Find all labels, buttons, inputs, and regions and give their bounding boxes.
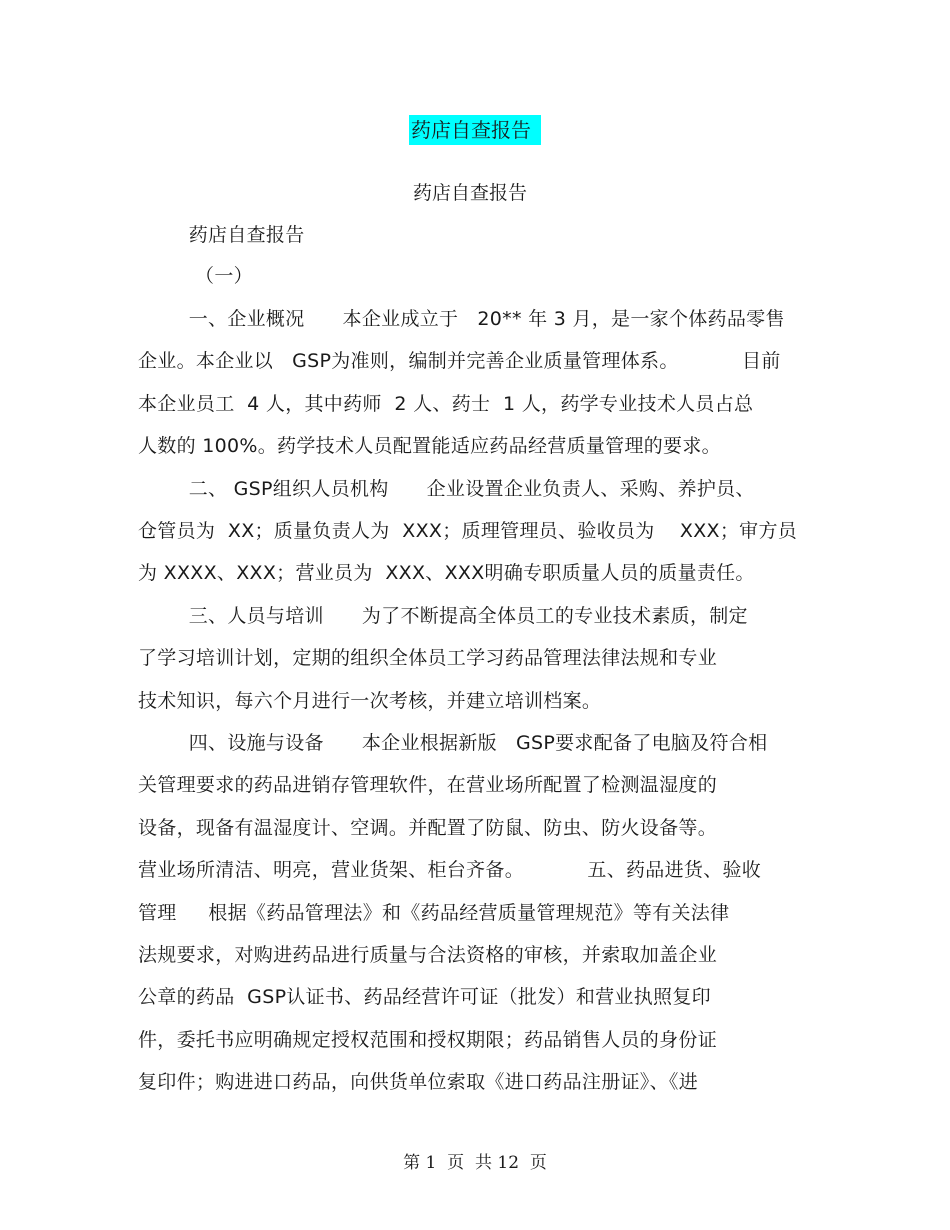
body-line: 三、人员与培训 为了不断提高全体员工的专业技术素质，制定 [138, 605, 748, 627]
body-line: 二、 GSP组织人员机构 企业设置企业负责人、采购、养护员、 [138, 478, 755, 500]
body-line: 关管理要求的药品进销存管理软件，在营业场所配置了检测温湿度的 [138, 774, 718, 796]
body-line: 技术知识，每六个月进行一次考核，并建立培训档案。 [138, 690, 602, 712]
document-title [0, 113, 950, 147]
body-line: 法规要求，对购进药品进行质量与合法资格的审核，并索取加盖企业 [138, 944, 718, 966]
body-line: 管理 根据《药品管理法》和《药品经营质量管理规范》等有关法律 [138, 902, 730, 924]
body-line: 一、企业概况 本企业成立于 20** 年 3 月，是一家个体药品零售 [138, 308, 785, 330]
body-line: 件，委托书应明确规定授权范围和授权期限；药品销售人员的身份证 [138, 1029, 718, 1051]
body-line: 药店自查报告 [138, 224, 305, 246]
page-number: 第 1 页 共 12 页 [403, 1153, 547, 1173]
body-line: 设备，现备有温湿度计、空调。并配置了防鼠、防虫、防火设备等。 [138, 817, 718, 839]
body-line: 复印件；购进进口药品，向供货单位索取《进口药品注册证》、《进 [138, 1071, 699, 1093]
body-line: 仓管员为 XX；质量负责人为 XXX；质理管理员、验收员为 XXX；审方员 [138, 520, 798, 542]
body-line: 四、设施与设备 本企业根据新版 GSP要求配备了电脑及符合相 [138, 732, 768, 754]
document-subtitle: 药店自查报告 [412, 182, 527, 204]
document-title-highlight: 药店自查报告 [409, 115, 541, 145]
body-line: 公章的药品 GSP认证书、药品经营许可证（批发）和营业执照复印 [138, 986, 711, 1008]
body-line: 企业。本企业以 GSP为准则，编制并完善企业质量管理体系。 目前 [138, 350, 781, 372]
body-line: （一） [138, 265, 253, 287]
body-line: 营业场所清洁、明亮，营业货架、柜台齐备。 五、药品进货、验收 [138, 859, 762, 881]
body-line: 了学习培训计划，定期的组织全体员工学习药品管理法律法规和专业 [138, 647, 718, 669]
body-line: 为 XXXX、XXX；营业员为 XXX、XXX明确专职质量人员的质量责任。 [138, 562, 755, 584]
body-line: 本企业员工 4 人，其中药师 2 人、药士 1 人，药学专业技术人员占总 [138, 393, 754, 415]
body-line: 人数的 100%。药学技术人员配置能适应药品经营质量管理的要求。 [138, 435, 721, 457]
